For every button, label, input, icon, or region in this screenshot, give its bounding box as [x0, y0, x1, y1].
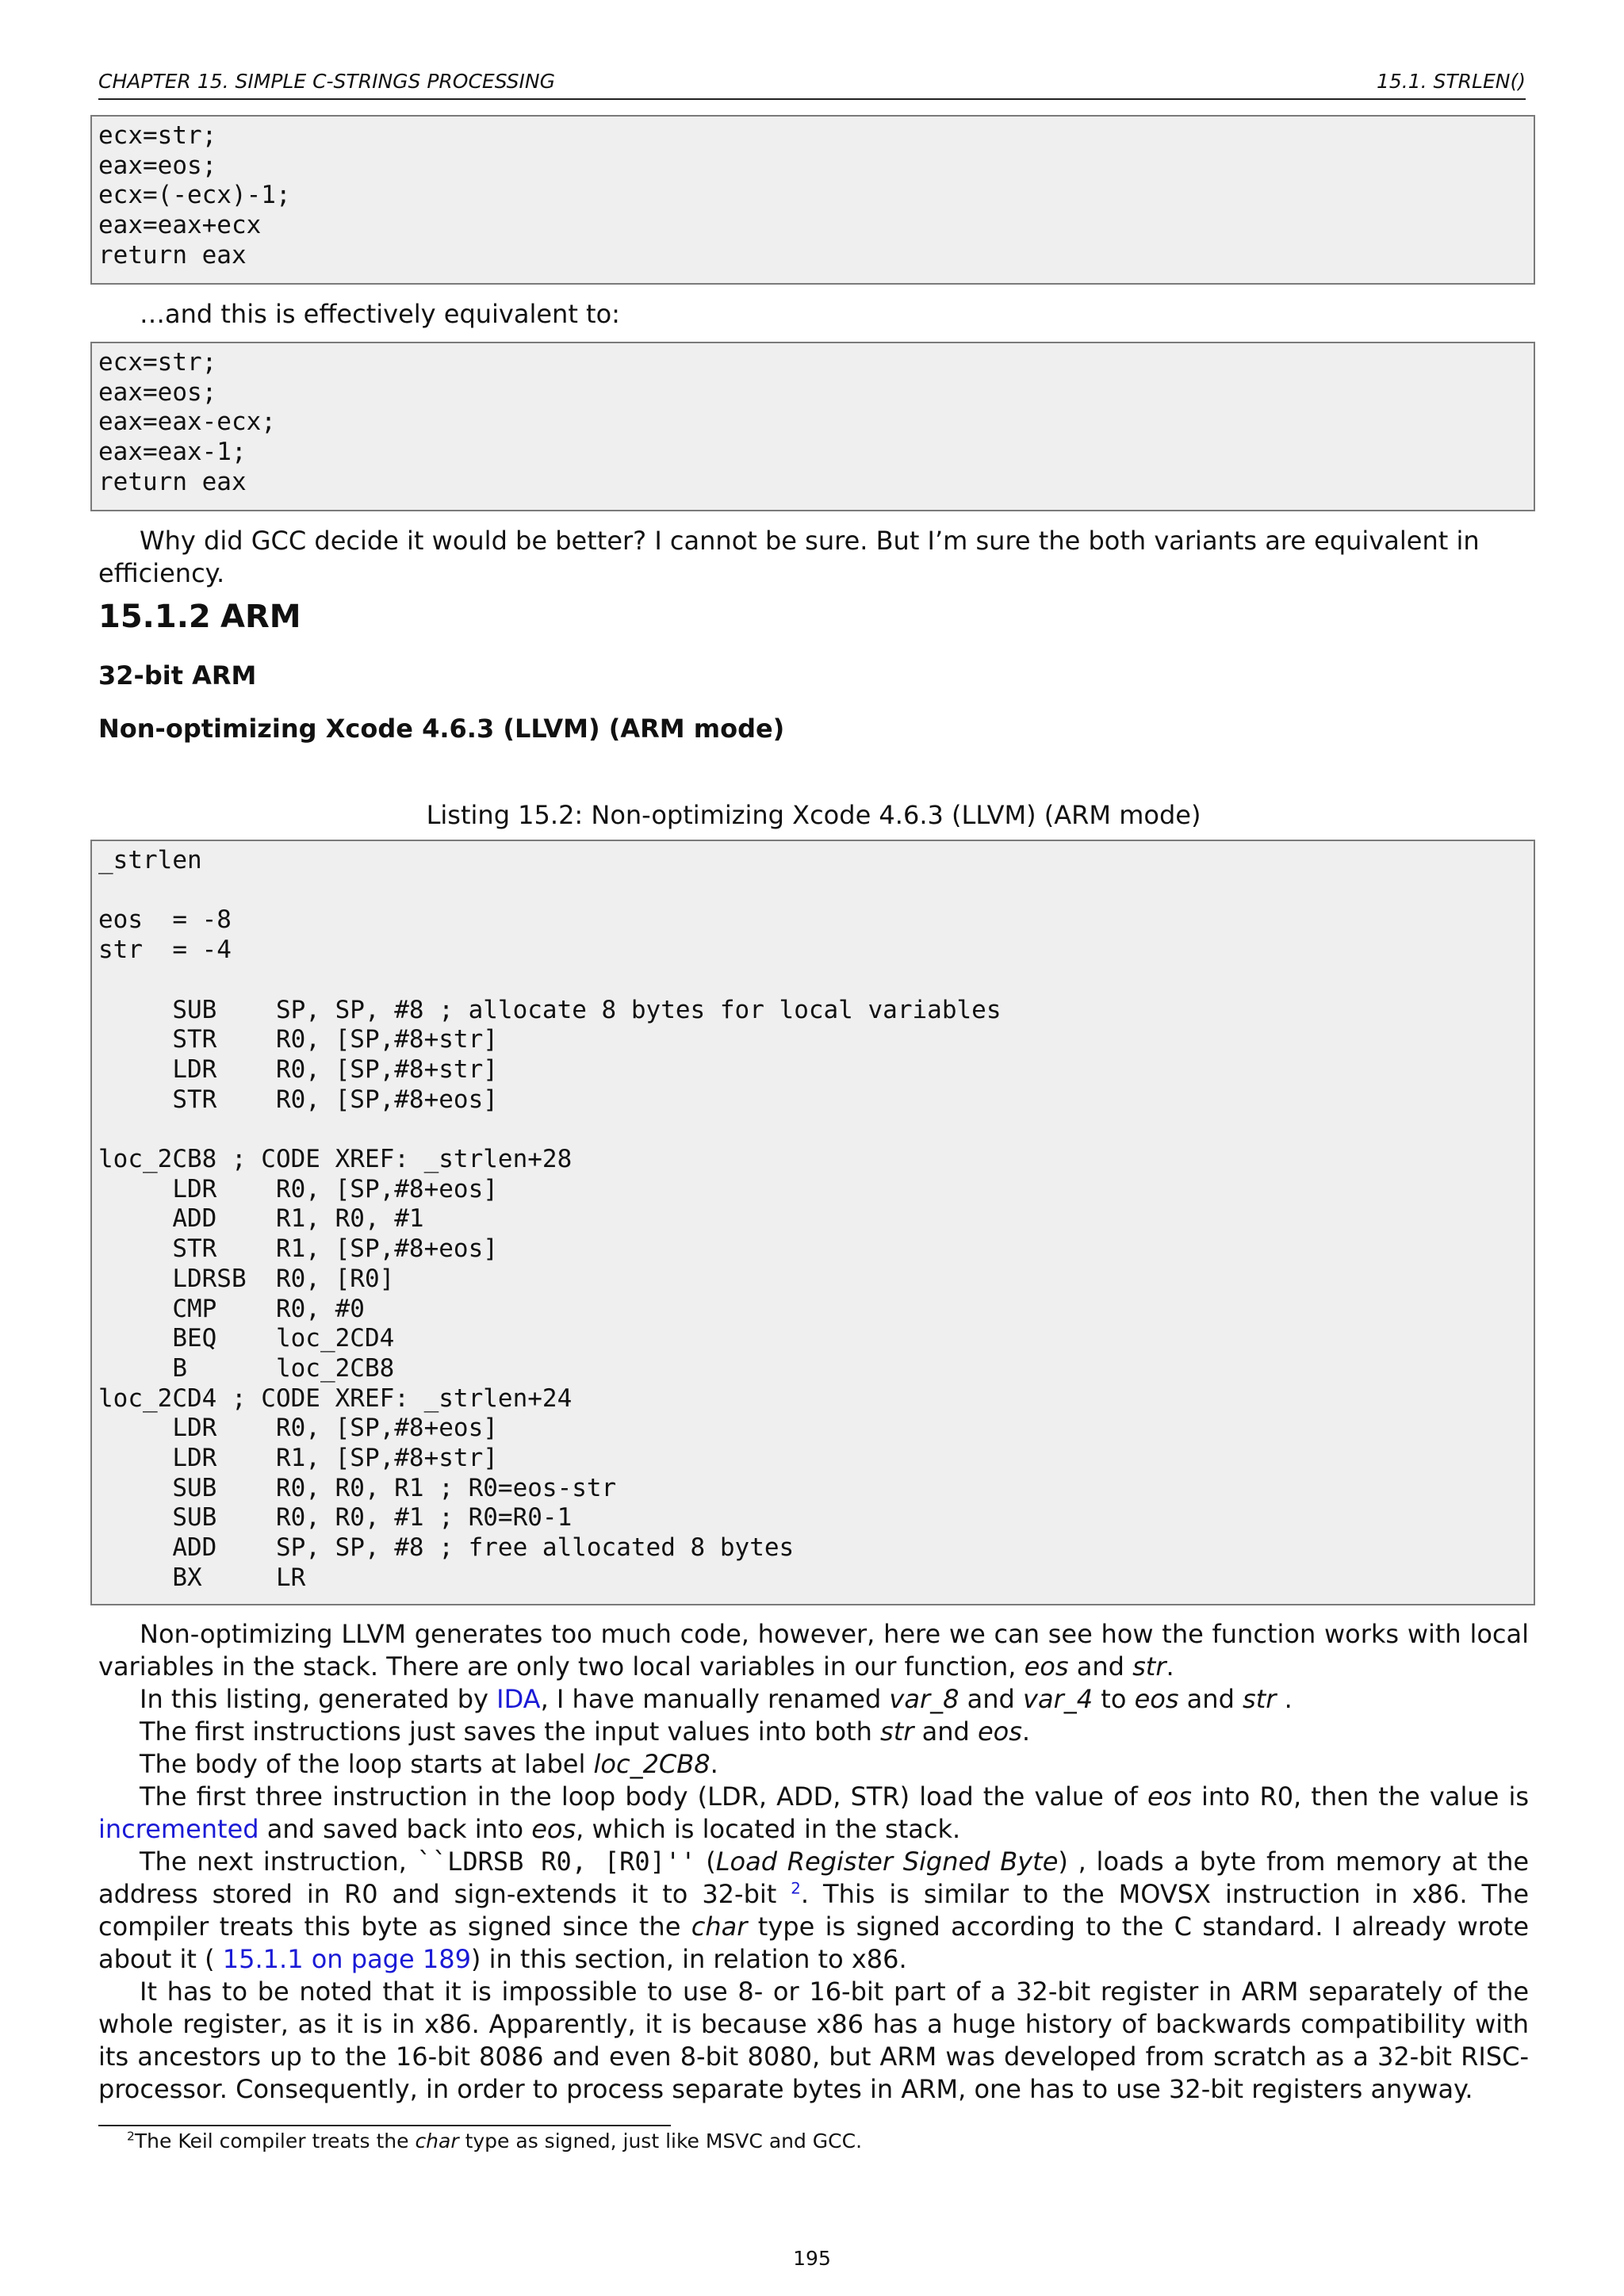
footnote-ref[interactable]: 2	[791, 1879, 801, 1898]
text: Non-optimizing LLVM generates too much code, however, here we can see how the function works with local variables in the stack. There are only two local variables in our function,	[98, 1619, 1529, 1682]
paragraph-llvm	[98, 1618, 1529, 1683]
load-register-signed-byte: Load Register Signed Byte	[715, 1846, 1059, 1877]
paragraph-three-instructions	[98, 1781, 1529, 1846]
section-title: ARM	[220, 599, 301, 635]
text: type as signed, just like MSVC and GCC.	[458, 2130, 863, 2152]
subheading-32bit-arm: 32-bit ARM	[98, 660, 257, 691]
text: .	[1166, 1651, 1174, 1682]
running-header	[98, 68, 1526, 100]
paragraph-8bit-registers: It has to be noted that it is impossible to use 8- or 16-bit part of a 32-bit register in ARM separately of the whole register, as it is in x86. Apparently, it is because x86 has a huge history of backwards compatibility with its ancestors up to the 16-bit 8086 and even 8-bit 8080, but ARM was developed from scratch as a 32-bit RISC-processor. Consequently, in order to process separate bytes in ARM, one has to use 32-bit registers anyway.	[98, 1976, 1529, 2104]
code-block-2: ecx=str; eax=eos; eax=eax-ecx; eax=eax-1; return eax	[90, 342, 1535, 511]
footnote	[127, 2130, 862, 2152]
text: , I have manually renamed	[540, 1684, 890, 1714]
text: and saved back into	[259, 1814, 532, 1844]
section-heading	[98, 599, 301, 635]
section-number: 15.1.2	[98, 599, 211, 635]
var-eos: eos	[1024, 1651, 1069, 1682]
var-4: var_4	[1023, 1684, 1094, 1714]
text: The Keil compiler treats the	[134, 2130, 416, 2152]
var-eos: eos	[1147, 1781, 1192, 1812]
text: instruction in x86. The compiler treats this byte as signed since the	[98, 1879, 1530, 1942]
text: .	[710, 1749, 718, 1779]
ida-link[interactable]: IDA	[496, 1684, 541, 1714]
text: The first three instruction in the loop body (LDR, ADD, STR) load the value of	[140, 1781, 1147, 1812]
movsx-text: MOVSX	[1118, 1879, 1211, 1909]
var-str: str	[1243, 1684, 1277, 1714]
text: to	[1093, 1684, 1135, 1714]
paragraph-gcc: Why did GCC decide it would be better? I cannot be sure. But I’m sure the both variants are equivalent in efficiency.	[98, 526, 1480, 588]
text: .	[1276, 1684, 1293, 1714]
var-str: str	[880, 1716, 914, 1747]
footnote-rule	[98, 2125, 671, 2126]
page-number: 195	[793, 2247, 831, 2270]
var-eos: eos	[1134, 1684, 1179, 1714]
text: , which is located in the stack.	[576, 1814, 961, 1844]
listing-code: _strlen eos = -8 str = -4 SUB SP, SP, #8 ; allocate 8 bytes for local variables STR R0, [SP,#8+str] LDR R0, [SP,#8+str] STR R0, [SP,#8+eos] loc_2CB8 ; CODE XREF: _strlen+28 LDR R0, [SP,#8+eos] ADD R1, R0, #1 STR R1, [SP,#8+eos] LDRSB R0, [R0] CMP R0, #0 BEQ loc_2CD4 B loc_2CB8 loc_2CD4 ; CODE XREF: _strlen+24 LDR R0, [SP,#8+eos] LDR R1, [SP,#8+str] SUB R0, R0, R1 ; R0=eos-str SUB R0, R0, #1 ; R0=R0-1 ADD SP, SP, #8 ; free allocated 8 bytes BX LR	[90, 840, 1535, 1605]
header-section: 15.1. STRLEN()	[1376, 70, 1526, 93]
paragraph-loop-body	[98, 1748, 1529, 1781]
paragraph-ida	[98, 1683, 1529, 1716]
text: In this listing, generated by	[140, 1684, 497, 1714]
page-ref-link[interactable]: 15.1.1 on page 189	[222, 1944, 471, 1974]
text: into R0, then the value is	[1191, 1781, 1530, 1812]
text: .	[1021, 1716, 1031, 1747]
inline-code-ldrsb: ``LDRSB R0, [R0]''	[416, 1846, 696, 1877]
subheading-xcode: Non-optimizing Xcode 4.6.3 (LLVM) (ARM mode)	[98, 714, 785, 744]
text: ) , loads a byte from memory at the address stored in R0 and sign-extends it to 32-bit	[98, 1846, 1530, 1909]
text: and	[959, 1684, 1024, 1714]
var-8: var_8	[889, 1684, 959, 1714]
var-eos: eos	[531, 1814, 576, 1844]
text: (	[695, 1846, 716, 1877]
text: and	[914, 1716, 978, 1747]
text: The next instruction,	[140, 1846, 417, 1877]
paragraph-first-instructions	[98, 1716, 1529, 1748]
text: type is signed according to the C standard. I already wrote about it (	[98, 1911, 1530, 1974]
char-type: char	[691, 1911, 748, 1942]
footnote-mark: 2	[127, 2129, 135, 2144]
text: and	[1068, 1651, 1133, 1682]
text: ) in this section, in relation to x86.	[470, 1944, 907, 1974]
var-eos: eos	[977, 1716, 1022, 1747]
label-loc-2cb8: loc_2CB8	[593, 1749, 710, 1779]
char-type: char	[415, 2130, 459, 2152]
incremented-link[interactable]: incremented	[98, 1814, 259, 1844]
paragraph-equivalent: …and this is effectively equivalent to:	[140, 299, 620, 329]
paragraph-ldrsb	[98, 1846, 1529, 1976]
text: and	[1178, 1684, 1243, 1714]
header-chapter: CHAPTER 15. SIMPLE C-STRINGS PROCESSING	[98, 70, 556, 93]
text: . This is similar to the	[800, 1879, 1119, 1909]
var-str: str	[1132, 1651, 1166, 1682]
text: The first instructions just saves the input values into both	[140, 1716, 881, 1747]
listing-caption: Listing 15.2: Non-optimizing Xcode 4.6.3 (LLVM) (ARM mode)	[426, 800, 1201, 830]
text: The body of the loop starts at label	[140, 1749, 594, 1779]
code-block-1: ecx=str; eax=eos; ecx=(-ecx)-1; eax=eax+ecx return eax	[90, 115, 1535, 285]
